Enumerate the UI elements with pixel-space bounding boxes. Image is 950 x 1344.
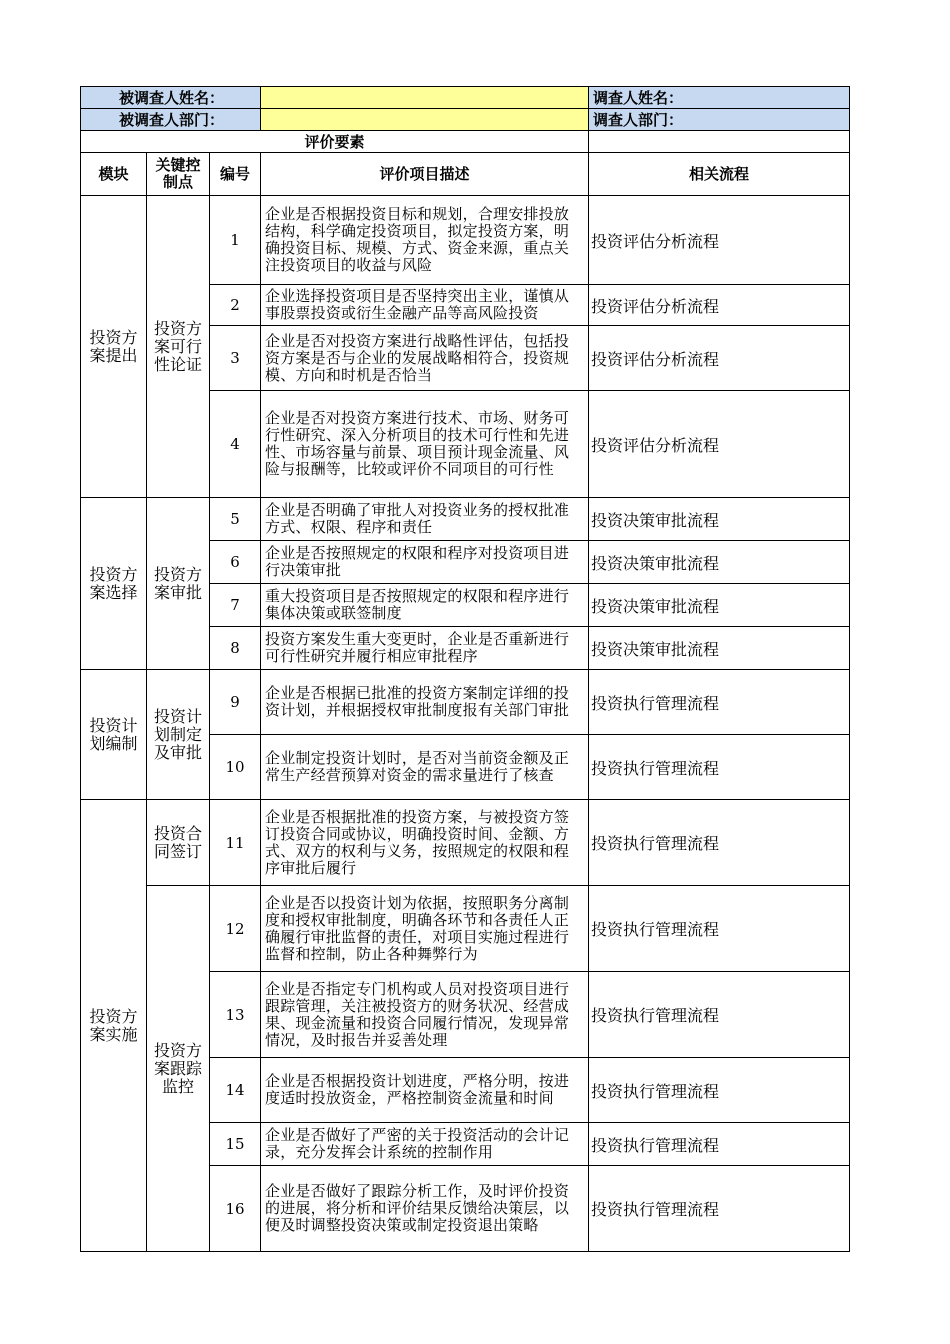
investigator-name-label: 调查人姓名：	[589, 87, 850, 109]
row-process: 投资决策审批流程	[589, 627, 850, 670]
investigator-dept-label: 调查人部门：	[589, 109, 850, 131]
evaluation-table	[80, 86, 850, 1252]
row-number: 7	[210, 584, 261, 627]
row-description: 企业是否根据投资计划进度，严格分明，按进度适时投放资金，严格控制资金流量和时间	[261, 1058, 589, 1123]
row-number: 1	[210, 196, 261, 285]
row-description: 企业是否对投资方案进行技术、市场、财务可行性研究、深入分析项目的技术可行性和先进性、市场容量与前景、项目预计现金流量、风险与报酬等，比较或评价不同项目的可行性	[261, 391, 589, 498]
row-process: 投资执行管理流程	[589, 800, 850, 886]
row-process: 投资执行管理流程	[589, 735, 850, 800]
col-description: 评价项目描述	[261, 153, 589, 196]
control-cell	[147, 670, 210, 800]
row-description: 企业是否以投资计划为依据，按照职务分离制度和授权审批制度，明确各环节和各责任人正确履行审批监督的责任，对项目实施过程进行监督和控制，防止各种舞弊行为	[261, 886, 589, 972]
respondent-dept-field[interactable]	[261, 109, 589, 131]
row-number: 16	[210, 1166, 261, 1252]
section-title-blank	[589, 131, 850, 153]
module-name: 投资计划编制	[89, 715, 138, 753]
control-cell	[147, 196, 210, 498]
row-description: 企业是否做好了跟踪分析工作，及时评价投资的进展，将分析和评价结果反馈给决策层，以便及时调整投资决策或制定投资退出策略	[261, 1166, 589, 1252]
row-process: 投资评估分析流程	[589, 391, 850, 498]
col-control-point	[147, 153, 210, 196]
row-number: 9	[210, 670, 261, 735]
row-description: 投资方案发生重大变更时，企业是否重新进行可行性研究并履行相应审批程序	[261, 627, 589, 670]
row-number: 11	[210, 800, 261, 886]
header-row-dept	[81, 109, 850, 131]
row-number: 10	[210, 735, 261, 800]
table-row	[81, 800, 850, 886]
table-row	[81, 196, 850, 285]
row-description: 企业是否按照规定的权限和程序对投资项目进行决策审批	[261, 541, 589, 584]
row-number: 3	[210, 326, 261, 391]
col-control-point-text: 关键控制点	[155, 156, 201, 191]
row-process: 投资执行管理流程	[589, 1058, 850, 1123]
row-description: 企业是否根据已批准的投资方案制定详细的投资计划，并根据授权审批制度报有关部门审批	[261, 670, 589, 735]
respondent-name-field[interactable]	[261, 87, 589, 109]
row-number: 5	[210, 498, 261, 541]
row-number: 8	[210, 627, 261, 670]
respondent-name-label: 被调查人姓名：	[81, 87, 261, 109]
control-name: 投资合同签订	[153, 823, 202, 861]
row-process: 投资执行管理流程	[589, 1123, 850, 1166]
col-process: 相关流程	[589, 153, 850, 196]
row-description: 企业制定投资计划时，是否对当前资金额及正常生产经营预算对资金的需求量进行了核查	[261, 735, 589, 800]
row-description: 重大投资项目是否按照规定的权限和程序进行集体决策或联签制度	[261, 584, 589, 627]
row-number: 2	[210, 285, 261, 326]
module-name: 投资方案提出	[89, 327, 138, 365]
row-number: 6	[210, 541, 261, 584]
row-number: 13	[210, 972, 261, 1058]
table-row	[81, 670, 850, 735]
row-process: 投资决策审批流程	[589, 498, 850, 541]
header-row-name	[81, 87, 850, 109]
row-number: 15	[210, 1123, 261, 1166]
module-cell	[81, 498, 147, 670]
control-name: 投资方案可行性论证	[153, 318, 202, 374]
col-number: 编号	[210, 153, 261, 196]
row-number: 12	[210, 886, 261, 972]
row-process: 投资评估分析流程	[589, 196, 850, 285]
col-module: 模块	[81, 153, 147, 196]
control-name: 投资方案审批	[153, 564, 202, 602]
row-description: 企业是否根据投资目标和规划，合理安排投放结构，科学确定投资项目，拟定投资方案，明确投资目标、规模、方式、资金来源，重点关注投资项目的收益与风险	[261, 196, 589, 285]
module-cell	[81, 800, 147, 1252]
row-process: 投资执行管理流程	[589, 972, 850, 1058]
control-cell	[147, 886, 210, 1252]
table-row	[81, 886, 850, 972]
control-cell	[147, 800, 210, 886]
row-process: 投资评估分析流程	[589, 285, 850, 326]
row-process: 投资决策审批流程	[589, 541, 850, 584]
control-cell	[147, 498, 210, 670]
module-name: 投资方案实施	[89, 1006, 138, 1044]
row-description: 企业是否明确了审批人对投资业务的授权批准方式、权限、程序和责任	[261, 498, 589, 541]
section-title-row	[81, 131, 850, 153]
row-description: 企业选择投资项目是否坚持突出主业，谨慎从事股票投资或衍生金融产品等高风险投资	[261, 285, 589, 326]
row-number: 14	[210, 1058, 261, 1123]
row-process: 投资决策审批流程	[589, 584, 850, 627]
module-name: 投资方案选择	[89, 564, 138, 602]
row-description: 企业是否指定专门机构或人员对投资项目进行跟踪管理，关注被投资方的财务状况、经营成果、现金流量和投资合同履行情况，发现异常情况，及时报告并妥善处理	[261, 972, 589, 1058]
control-name: 投资方案跟踪监控	[153, 1040, 202, 1096]
row-process: 投资执行管理流程	[589, 886, 850, 972]
column-header-row	[81, 153, 850, 196]
row-process: 投资执行管理流程	[589, 1166, 850, 1252]
respondent-dept-label: 被调查人部门：	[81, 109, 261, 131]
section-title: 评价要素	[81, 131, 589, 153]
module-cell	[81, 196, 147, 498]
row-description: 企业是否做好了严密的关于投资活动的会计记录，充分发挥会计系统的控制作用	[261, 1123, 589, 1166]
row-process: 投资执行管理流程	[589, 670, 850, 735]
row-process: 投资评估分析流程	[589, 326, 850, 391]
row-description: 企业是否根据批准的投资方案，与被投资方签订投资合同或协议，明确投资时间、金额、方式、双方的权利与义务，按照规定的权限和程序审批后履行	[261, 800, 589, 886]
table-row	[81, 498, 850, 541]
row-number: 4	[210, 391, 261, 498]
control-name: 投资计划制定及审批	[153, 706, 202, 762]
module-cell	[81, 670, 147, 800]
row-description: 企业是否对投资方案进行战略性评估，包括投资方案是否与企业的发展战略相符合，投资规模、方向和时机是否恰当	[261, 326, 589, 391]
